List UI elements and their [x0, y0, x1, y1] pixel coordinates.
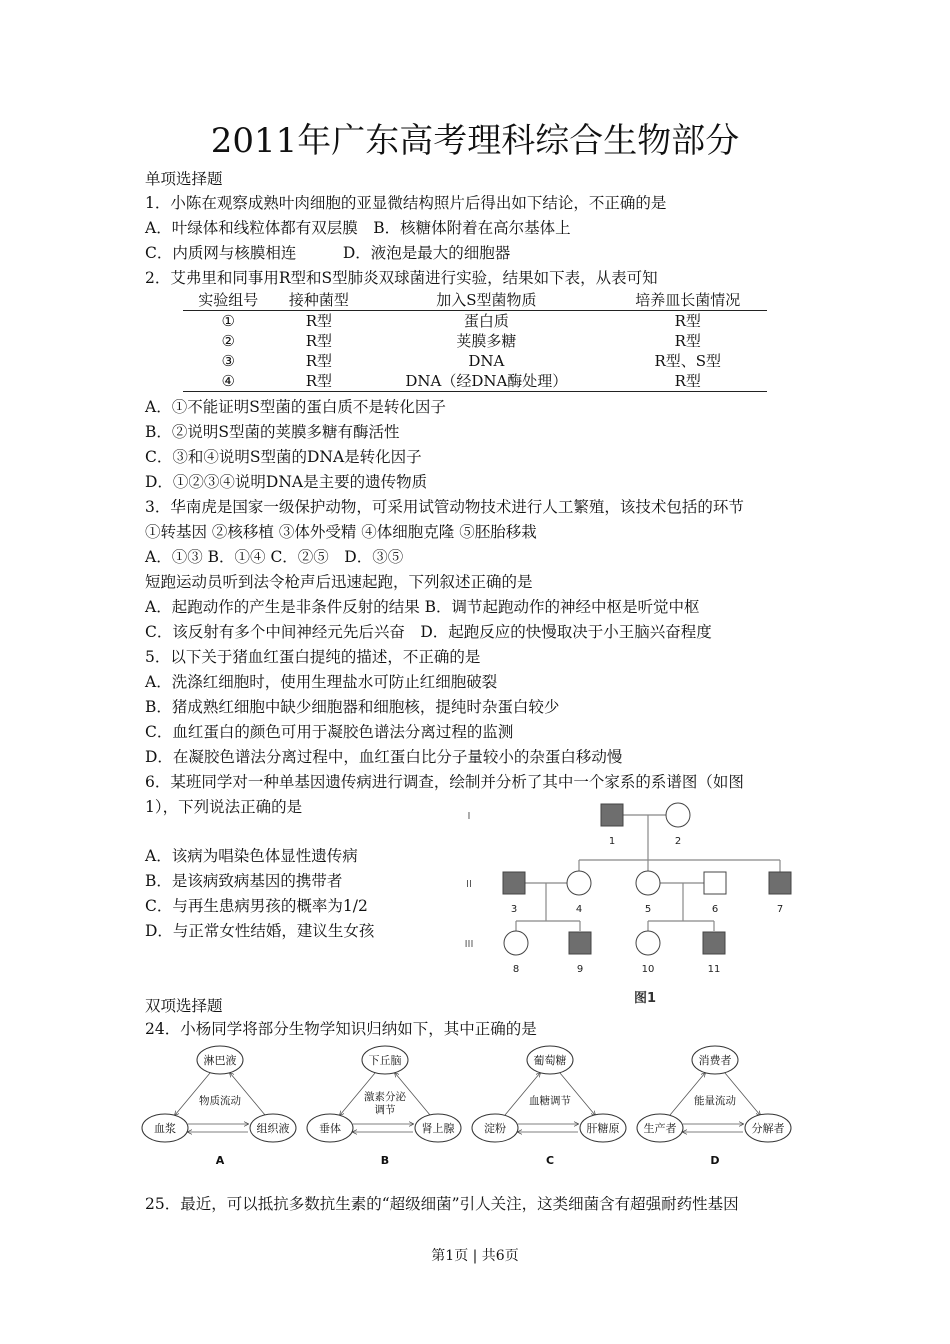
center-label: 能量流动: [694, 1095, 736, 1107]
table-cell: DNA: [468, 352, 505, 370]
diagram-c: [472, 1046, 626, 1167]
center-label: 物质流动: [199, 1095, 241, 1107]
female-normal-symbol: [504, 931, 528, 955]
node-label-right: 分解者: [751, 1122, 785, 1135]
page-title: 2011年广东高考理科综合生物部分: [210, 121, 740, 161]
node-label-top: 淋巴液: [203, 1054, 237, 1067]
table-cell: 蛋白质: [463, 312, 509, 330]
text-line: B．猪成熟红细胞中缺少细胞器和细胞核，提纯时杂蛋白较少: [145, 698, 560, 716]
node-label-top: 下丘脑: [368, 1054, 402, 1067]
male-affected-symbol: [703, 932, 725, 954]
text-line: A．叶绿体和线粒体都有双层膜 B．核糖体附着在高尔基体上: [145, 219, 571, 237]
arrow: [670, 1073, 705, 1115]
node-label-right: 肾上腺: [421, 1122, 455, 1135]
table-cell: ④: [183, 371, 274, 392]
text-line: A．该病为唱染色体显性遗传病: [145, 847, 358, 865]
diagram-letter: A: [215, 1154, 225, 1167]
node-label-left: 淀粉: [484, 1122, 506, 1135]
arrow: [230, 1073, 265, 1115]
diagram-letter: D: [710, 1154, 720, 1167]
node-label-right: 组织液: [256, 1122, 290, 1135]
table-cell: R型: [674, 332, 701, 350]
text-line: A．起跑动作的产生是非条件反射的结果 B．调节起跑动作的神经中枢是听觉中枢: [145, 598, 700, 616]
text-line: C．与再生患病男孩的概率为1/2: [145, 897, 368, 915]
pedigree-figure: [440, 790, 820, 1010]
section-heading-double-choice: 双项选择题: [145, 997, 223, 1015]
text-line: D．与正常女性结婚，建议生女孩: [145, 922, 375, 940]
node-label-left: 血浆: [154, 1122, 176, 1135]
node-label-top: 葡萄糖: [533, 1054, 567, 1067]
table-cell: R型、S型: [654, 352, 722, 370]
text-line: D．在凝胶色谱法分离过程中，血红蛋白比分子量较小的杂蛋白移动慢: [145, 748, 623, 766]
male-affected-symbol: [769, 872, 791, 894]
text-line: C．血红蛋白的颜色可用于凝胶色谱法分离过程的监测: [145, 723, 514, 741]
arrow: [175, 1073, 210, 1115]
page-footer: 第1页 | 共6页: [431, 1248, 519, 1264]
center-label: 调节: [374, 1104, 396, 1116]
center-label: 激素分泌: [364, 1091, 406, 1103]
figure-caption: 图1: [633, 991, 657, 1006]
table-cell: R型: [274, 371, 365, 392]
text-line: C．内质网与核膜相连 D．液泡是最大的细胞器: [145, 244, 511, 262]
text-line: 3．华南虎是国家一级保护动物，可采用试管动物技术进行人工繁殖，该技术包括的环节: [145, 498, 744, 516]
male-affected-symbol: [503, 872, 525, 894]
table-row: [183, 371, 767, 392]
table-cell: R型: [609, 371, 767, 392]
table-row: [183, 331, 767, 351]
table-cell: ①: [221, 312, 235, 330]
table-cell: R型: [674, 312, 701, 330]
generation-label: III: [464, 939, 474, 950]
text-line: B．是该病致病基因的携带者: [145, 872, 343, 890]
table-cell: ②: [221, 332, 235, 350]
male-normal-symbol: [704, 872, 726, 894]
text-line: 1），下列说法正确的是: [145, 798, 303, 816]
experiment-table: [183, 289, 767, 392]
text-line: A．①不能证明S型菌的蛋白质不是转化因子: [145, 398, 446, 416]
member-number: 3: [510, 904, 518, 915]
knowledge-diagrams: [130, 1040, 820, 1175]
member-number: 7: [776, 904, 784, 915]
text-line: 短跑运动员听到法令枪声后迅速起跑，下列叙述正确的是: [145, 573, 533, 591]
node-label-left: 生产者: [643, 1122, 677, 1135]
arrow: [725, 1073, 760, 1115]
diagram-letter: B: [380, 1154, 390, 1167]
text-line: 2．艾弗里和同事用R型和S型肺炎双球菌进行实验，结果如下表，从表可知: [145, 269, 658, 287]
text-line: 1．小陈在观察成熟叶肉细胞的亚显微结构照片后得出如下结论，不正确的是: [145, 194, 667, 212]
text-line: C．③和④说明S型菌的DNA是转化因子: [145, 448, 422, 466]
member-number: 4: [575, 904, 583, 915]
table-row: [183, 351, 767, 371]
table-header: 实验组号: [183, 289, 274, 311]
node-label-left: 垂体: [319, 1122, 341, 1135]
text-line: B．②说明S型菌的荚膜多糖有酶活性: [145, 423, 400, 441]
member-number: 2: [674, 836, 682, 847]
arrow: [505, 1073, 540, 1115]
text-line: ①转基因 ②核移植 ③体外受精 ④体细胞克隆 ⑤胚胎移栽: [145, 523, 537, 541]
member-number: 11: [707, 964, 721, 975]
question-25: 25．最近，可以抵抗多数抗生素的“超级细菌”引人关注，这类细菌含有超强耐药性基因: [145, 1195, 739, 1213]
generation-label: II: [466, 879, 472, 890]
female-normal-symbol: [567, 871, 591, 895]
arrow: [560, 1073, 595, 1115]
table-header: 接种菌型: [274, 289, 365, 311]
text-line: A．洗涤红细胞时，使用生理盐水可防止红细胞破裂: [145, 673, 498, 691]
member-number: 9: [576, 964, 584, 975]
table-cell: R型: [305, 332, 332, 350]
table-cell: 荚膜多糖: [456, 332, 517, 350]
male-affected-symbol: [569, 932, 591, 954]
text-line: D．①②③④说明DNA是主要的遗传物质: [145, 473, 428, 491]
member-number: 5: [644, 904, 652, 915]
text-line: C．该反射有多个中间神经元先后兴奋 D．起跑反应的快慢取决于小王脑兴奋程度: [145, 623, 712, 641]
female-normal-symbol: [636, 871, 660, 895]
diagram-d: [637, 1046, 791, 1167]
table-row: [183, 311, 767, 332]
diagram-a: [142, 1046, 296, 1167]
diagram-letter: C: [545, 1154, 555, 1167]
member-number: 10: [641, 964, 655, 975]
table-header: 加入S型菌物质: [364, 289, 608, 311]
table-cell: DNA（经DNA酶处理）: [364, 371, 608, 392]
center-label: 血糖调节: [529, 1095, 571, 1107]
node-label-right: 肝糖原: [586, 1122, 620, 1135]
diagram-b: [307, 1046, 461, 1167]
table-cell: ③: [221, 352, 235, 370]
text-line: 6．某班同学对一种单基因遗传病进行调查，绘制并分析了其中一个家系的系谱图（如图: [145, 773, 744, 791]
female-normal-symbol: [636, 931, 660, 955]
member-number: 1: [608, 836, 616, 847]
female-normal-symbol: [666, 803, 690, 827]
text-line: A．①③ B．①④ C．②⑤ D．③⑤: [145, 548, 404, 566]
text-line: 5．以下关于猪血红蛋白提纯的描述，不正确的是: [145, 648, 481, 666]
section-heading-single-choice: 单项选择题: [145, 170, 223, 188]
node-label-top: 消费者: [698, 1054, 732, 1067]
male-affected-symbol: [601, 804, 623, 826]
question-24: 24．小杨同学将部分生物学知识归纳如下，其中正确的是: [145, 1020, 537, 1038]
member-number: 6: [711, 904, 719, 915]
generation-label: I: [467, 811, 471, 822]
table-cell: R型: [305, 312, 332, 330]
table-cell: R型: [305, 352, 332, 370]
table-header: 培养皿长菌情况: [609, 289, 767, 311]
member-number: 8: [512, 964, 520, 975]
